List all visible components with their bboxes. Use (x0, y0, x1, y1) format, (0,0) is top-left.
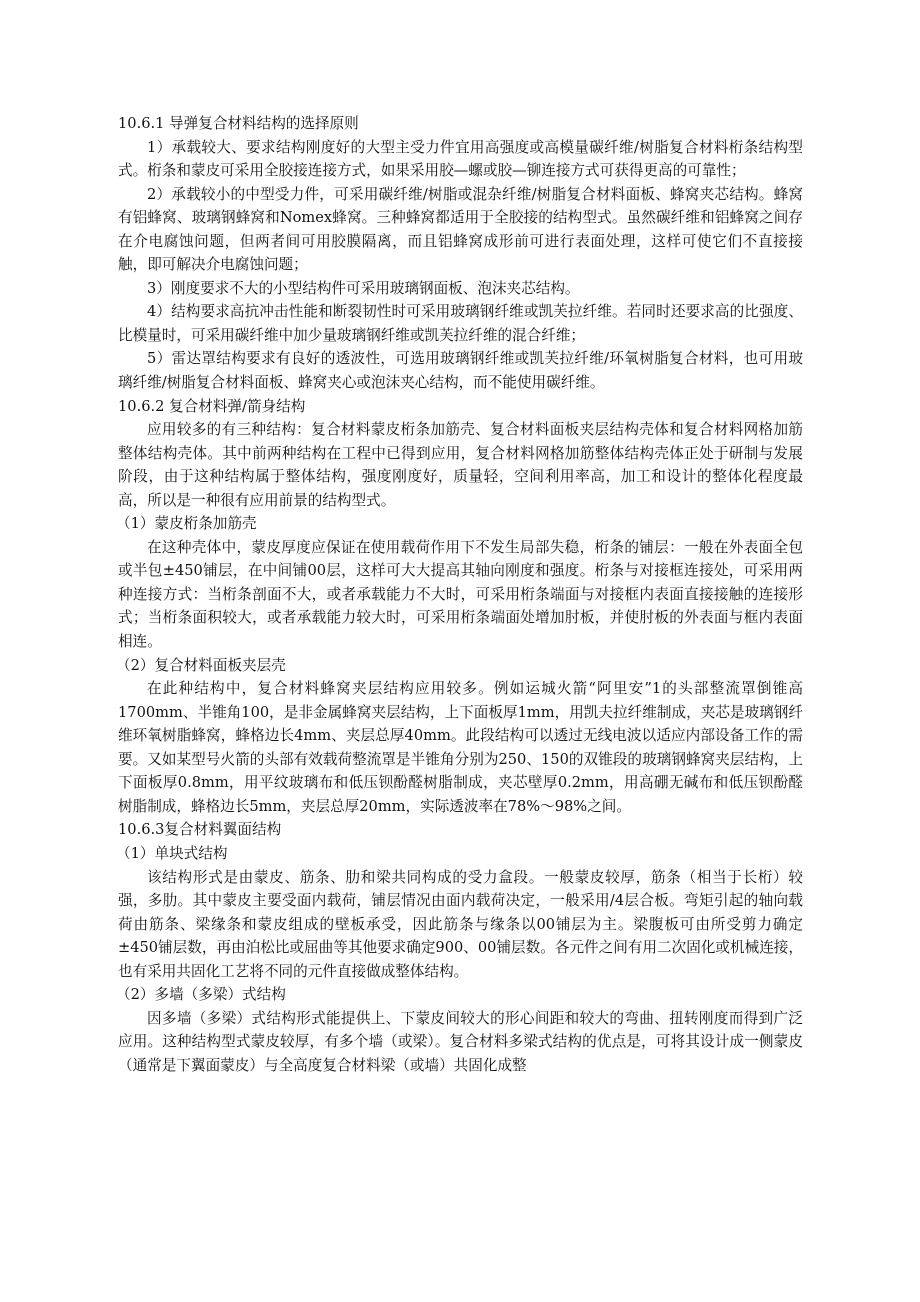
paragraph-principle-5: 5）雷达罩结构要求有良好的透波性，可选用玻璃钢纤维或凯芙拉纤维/环氧树脂复合材料，也可用玻璃纤维/树脂复合材料面板、蜂窝夹心或泡沫夹心结构，而不能使用碳纤维。 (118, 350, 803, 392)
subheading-monolithic: （1）单块式结构 (116, 844, 228, 862)
paragraph-principle-3: 3）刚度要求不大的小型结构件可采用玻璃钢面板、泡沫夹芯结构。 (147, 279, 580, 297)
paragraph-sandwich-shell: 在此种结构中，复合材料蜂窝夹层结构应用较多。例如运城火箭“阿里安”1的头部整流罩倒锥高1700mm、半锥角100，是非金属蜂窝夹层结构，上下面板厚1mm，用凯夫拉纤维制成，夹芯是玻璃钢纤维环氧树脂蜂窝，蜂格边长4mm、夹层总厚40mm。此段结构可以透过无线电波以适应内部设备工作的需要。又如某型号火箭的头部有效载荷整流罩是半锥角分别为250、150的双锥段的玻璃钢蜂窝夹层结构，上下面板厚0.8mm，用平纹玻璃布和低压钡酚醛树脂制成，夹芯壁厚0.2mm，用高硼无碱布和低压钡酚醛树脂制成，蜂格边长5mm，夹层总厚20mm，实际透波率在78%～98%之间。 (118, 680, 803, 815)
paragraph-monolithic: 该结构形式是由蒙皮、筋条、肋和梁共同构成的受力盒段。一般蒙皮较厚，筋条（相当于长桁）较强，多肋。其中蒙皮主要受面内载荷，铺层情况由面内载荷决定，一般采用/4层合板。弯矩引起的轴向载荷由筋条、梁缘条和蒙皮组成的壁板承受，因此筋条与缘条以00铺层为主。梁腹板可由所受剪力确定±450铺层数，再由泊松比或屈曲等其他要求确定900、00铺层数。各元件之间有用二次固化或机械连接，也有采用共固化工艺将不同的元件直接做成整体结构。 (118, 868, 803, 980)
paragraph-principle-4: 4）结构要求高抗冲击性能和断裂韧性时可采用玻璃钢纤维或凯芙拉纤维。若同时还要求高的比强度、比模量时，可采用碳纤维中加少量玻璃钢纤维或凯芙拉纤维的混合纤维； (118, 303, 803, 344)
section-heading-10-6-1: 10.6.1 导弹复合材料结构的选择原则 (118, 115, 359, 132)
section-heading-10-6-2: 10.6.2 复合材料弹/箭身结构 (118, 397, 306, 415)
paragraph-skin-stringer: 在这种壳体中，蒙皮厚度应保证在使用载荷作用下不发生局部失稳，桁条的铺层：一般在外表面全包或半包±450铺层，在中间铺00层，这样可大大提高其轴向刚度和强度。桁条与对接框连接处，可采用两种连接方式：当桁条剖面不大，或者承载能力不大时，可采用桁条端面与对接框内表面直接接触的连接形式；当桁条面积较大，或者承载能力较大时，可采用桁条端面处增加肘板，并使肘板的外表面与框内表面相连。 (118, 538, 803, 651)
subheading-multi-spar: （2）多墙（多梁）式结构 (116, 986, 286, 1004)
paragraph-principle-2: 2）承载较小的中型受力件，可采用碳纤维/树脂或混杂纤维/树脂复合材料面板、蜂窝夹芯结构。蜂窝有铝蜂窝、玻璃钢蜂窝和Nomex蜂窝。三种蜂窝都适用于全胶接的结构型式。虽然碳纤维和铝蜂窝之间存在介电腐蚀问题，但两者间可用胶膜隔离，而且铝蜂窝成形前可进行表面处理，这样可使它们不直接接触，即可解决介电腐蚀问题； (118, 185, 803, 274)
subheading-skin-stringer: （1）蒙皮桁条加筋壳 (116, 515, 257, 533)
subheading-sandwich-shell: （2）复合材料面板夹层壳 (116, 656, 286, 674)
paragraph-multi-spar: 因多墙（多梁）式结构形式能提供上、下蒙皮间较大的形心间距和较大的弯曲、扭转刚度而得到广泛应用。这种结构型式蒙皮较厚，有多个墙（或梁）。复合材料多梁式结构的优点是，可将其设计成一侧蒙皮（通常是下翼面蒙皮）与全高度复合材料梁（或墙）共固化成整 (118, 1009, 803, 1074)
document-page (118, 112, 803, 1077)
paragraph-body-structures: 应用较多的有三种结构：复合材料蒙皮桁条加筋壳、复合材料面板夹层结构壳体和复合材料网格加筋整体结构壳体。其中前两种结构在工程中已得到应用，复合材料网格加筋整体结构壳体正处于研制与发展阶段，由于这种结构属于整体结构，强度刚度好，质量轻，空间利用率高，加工和设计的整体化程度最高，所以是一种很有应用前景的结构型式。 (118, 421, 803, 509)
paragraph-principle-1: 1）承载较大、要求结构刚度好的大型主受力件宜用高强度或高模量碳纤维/树脂复合材料桁条结构型式。桁条和蒙皮可采用全胶接连接方式，如果采用胶—螺或胶—铆连接方式可获得更高的可靠性； (118, 138, 803, 180)
section-heading-10-6-3: 10.6.3复合材料翼面结构 (118, 821, 282, 839)
